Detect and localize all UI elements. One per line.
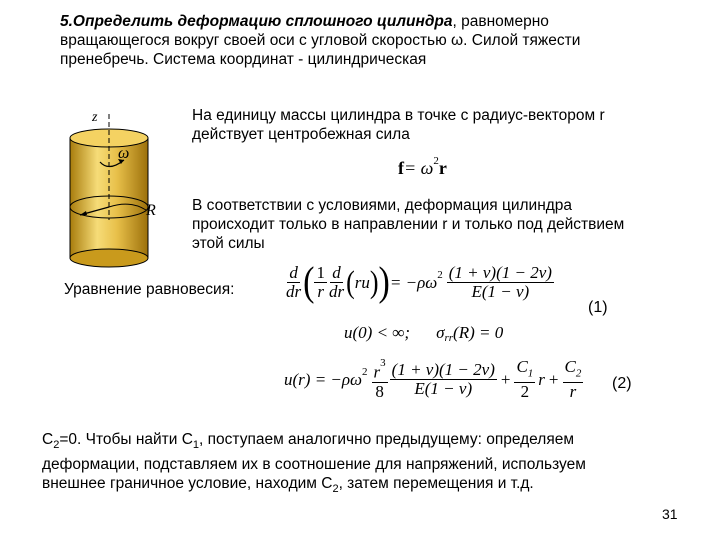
eq2-sup: 2 <box>362 365 368 378</box>
eq2-lhs: u(r) = −ρω <box>284 369 363 389</box>
bc-sigma: σ <box>436 323 445 342</box>
eq1-d-dr-inner: $\frac{d}{dr}$ <box>328 263 345 301</box>
eq1-frac: $\frac{(1 + \nu)(1 - 2\nu)}{E(1 - \nu)}$ <box>448 263 552 301</box>
force-formula <box>398 154 447 179</box>
title-rest: , равномерно <box>452 13 549 30</box>
cylinder-bottom <box>70 249 148 267</box>
equilibrium-label: Уравнение равновесия: <box>64 281 235 298</box>
force-sup: 2 <box>433 154 439 167</box>
equation-2 <box>284 358 583 401</box>
eq2-frac: $\frac{(1 + \nu)(1 - 2\nu)}{E(1 - \nu)}$ <box>391 360 495 399</box>
bottom-line-3: внешнее граничное условие, находим $C_2$, затем перемещения и т.д. <box>42 475 534 496</box>
bc-right: (R) = 0 <box>453 323 504 342</box>
page-number: 31 <box>662 506 678 522</box>
eq1-d-dr: $\frac{d}{dr}$ <box>286 263 302 301</box>
title-bold: 5.Определить деформацию сплошного цилиндра <box>60 13 453 30</box>
para2-line-2: происходит только в направлении r и только под действием <box>192 216 625 233</box>
title-line-2: вращающегося вокруг своей оси с угловой скоростью ω. Силой тяжести <box>60 32 581 49</box>
paragraph-conditions <box>192 196 712 253</box>
para1-line-2: действует центробежная сила <box>192 126 410 143</box>
para2-line-3: этой силы <box>192 235 265 252</box>
problem-statement <box>60 12 700 69</box>
cylinder-figure <box>60 100 190 280</box>
equation-1-tag: (1) <box>588 299 608 316</box>
eq1-ru: ru <box>354 272 370 292</box>
title-line-3: пренебречь. Система координат - цилиндрическая <box>60 51 427 68</box>
bottom-line-2: деформации, подставляем их в соотношение для напряжений, используем <box>42 456 586 474</box>
bc-sub: rr <box>444 332 454 344</box>
eq2-plus-1: + <box>500 369 511 389</box>
eq2-c1: $\frac{C_1}{2}$ <box>516 357 534 402</box>
force-eq: = ω <box>404 158 434 178</box>
force-r: r <box>438 158 447 178</box>
bottom-line-1: $C_2=0$. Чтобы найти $C_1$, поступаем аналогично предыдущему: определяем <box>42 431 574 452</box>
paragraph-bottom <box>42 430 712 499</box>
boundary-conditions <box>344 323 503 343</box>
eq2-plus-2: + <box>548 369 559 389</box>
eq1-rhs: = −ρω <box>389 272 438 292</box>
eq1-one-over-r: $\frac{1}{r}$ <box>316 263 325 301</box>
eq2-r3-8: $\frac{r^3}{8}$ <box>373 356 386 401</box>
omega-label: ω <box>118 145 130 162</box>
equation-1: $\frac{d}{dr}$ ( $\frac{1}{r}$ $\frac{d}{dr}$ ( ru ) ) = −ρω $^2$ $\frac{(1 + \nu)(1 - 2\nu)}{E(1 - \nu)}$ <box>286 259 552 305</box>
axis-label: z <box>92 110 98 125</box>
eq2-r: r <box>538 369 545 389</box>
title-line-1 <box>60 12 700 31</box>
eq2-c2: $\frac{C_2}{r}$ <box>564 357 582 402</box>
eq1-sup: 2 <box>437 268 443 281</box>
force-f: f <box>398 158 404 178</box>
paragraph-centrifugal <box>192 106 702 144</box>
para2-line-1: В соответствии с условиями, деформация цилиндра <box>192 197 573 214</box>
equation-2-tag: (2) <box>612 375 632 392</box>
bc-left: u(0) < ∞; <box>344 323 411 342</box>
para1-line-1: На единицу массы цилиндра в точке с радиус-вектором r <box>192 107 605 124</box>
radius-label: R <box>146 202 156 219</box>
